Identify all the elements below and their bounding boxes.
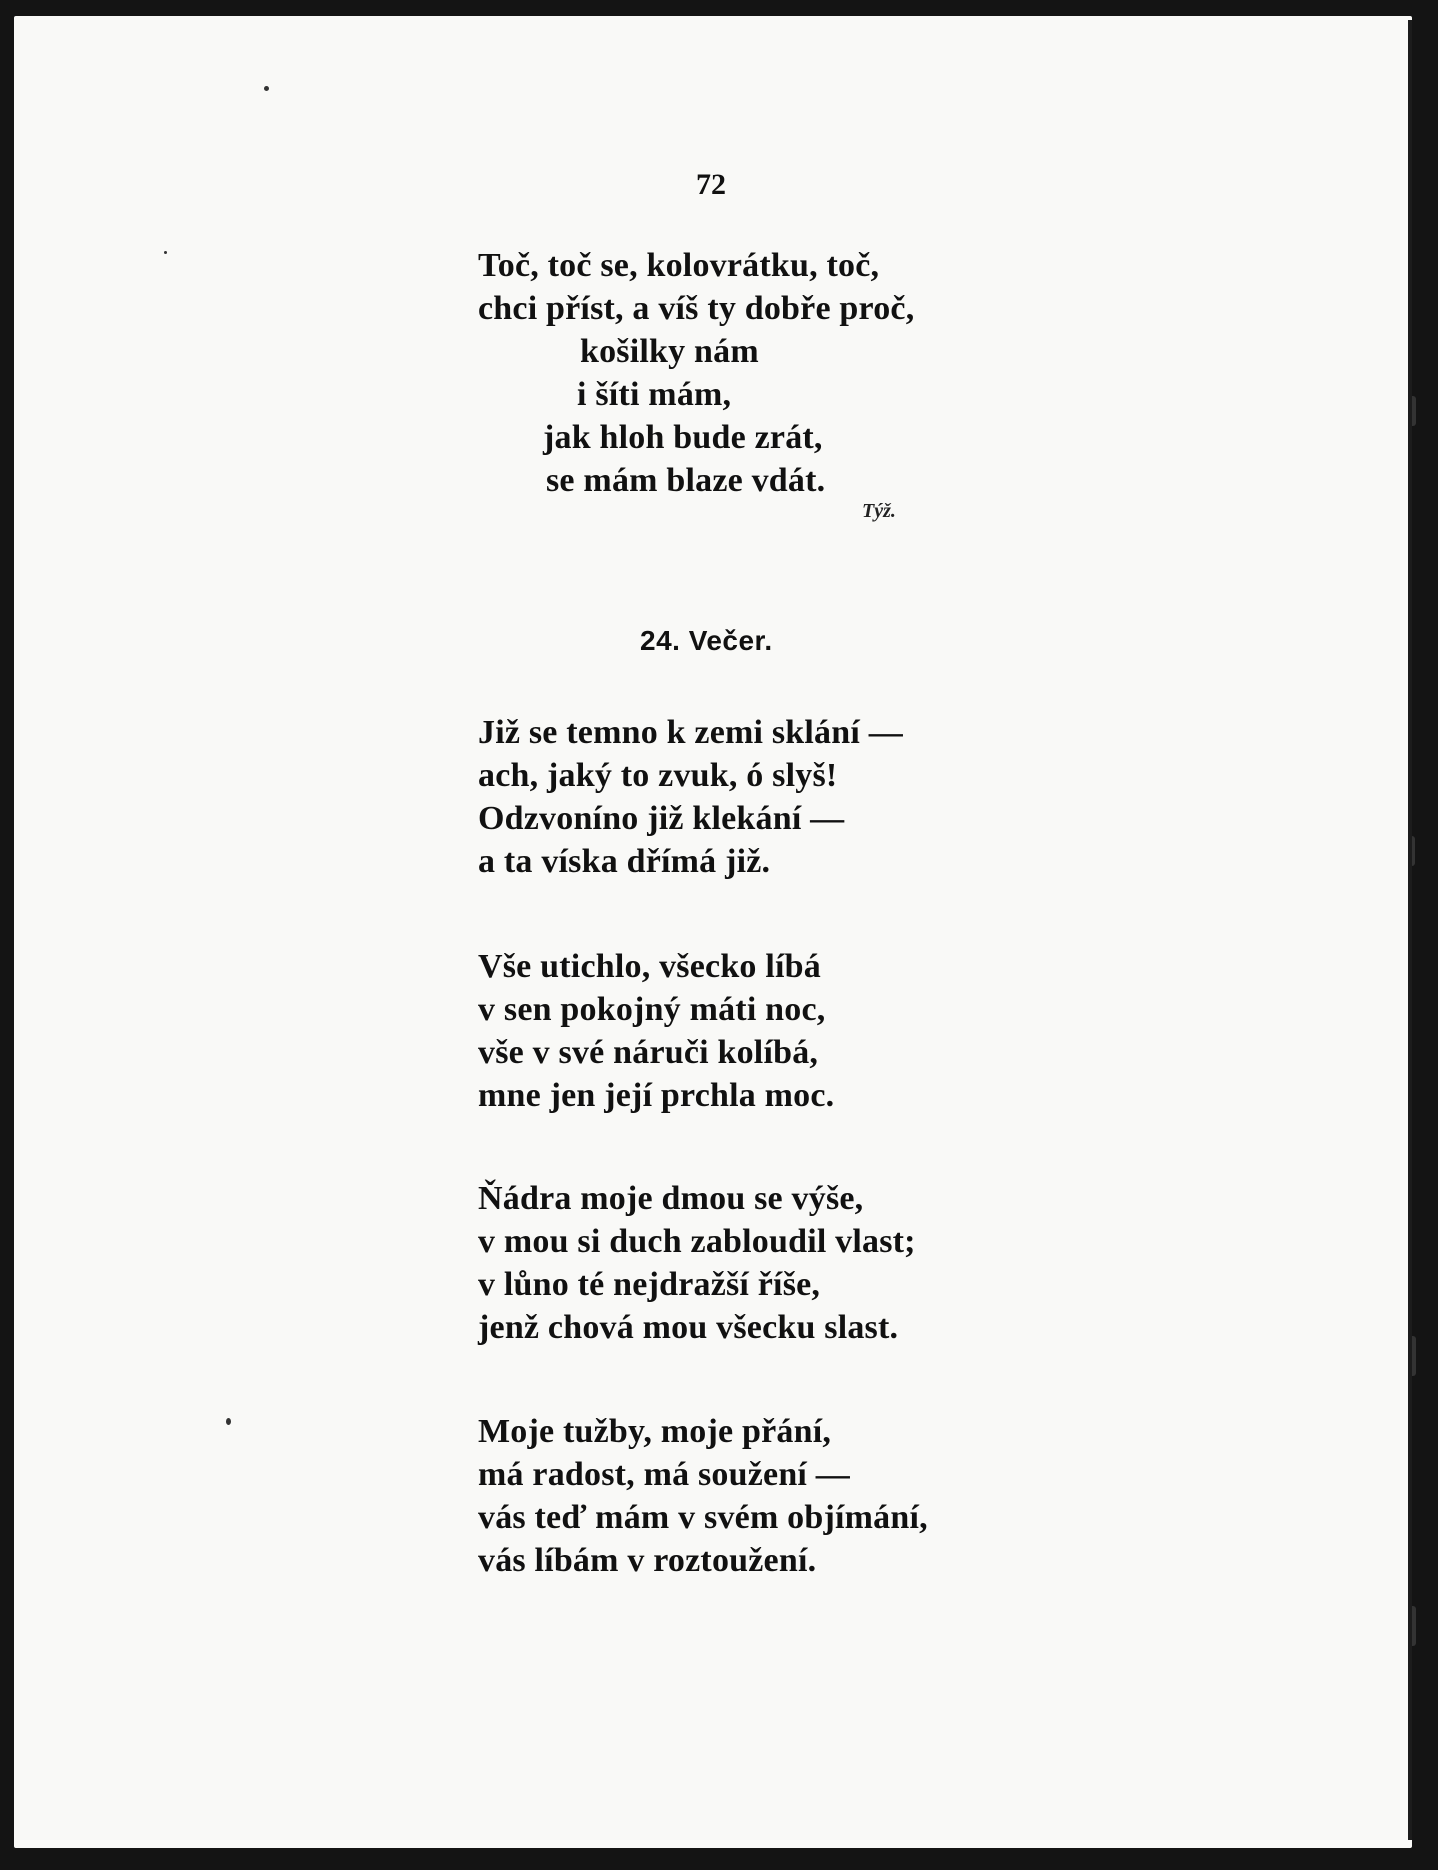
poem-line: košilky nám xyxy=(580,333,759,370)
poem-line: a ta víska dřímá již. xyxy=(478,843,771,880)
poem-line: v mou si duch zabloudil vlast; xyxy=(478,1223,916,1260)
poem-line: vás teď mám v svém objímání, xyxy=(478,1499,928,1536)
poem-line: vše v své náruči kolíbá, xyxy=(478,1034,819,1071)
poem-line: vás líbám v roztoužení. xyxy=(478,1542,817,1579)
poem-line: Moje tužby, moje přání, xyxy=(478,1413,832,1450)
poem-line: Již se temno k zemi sklání — xyxy=(478,714,903,751)
poem-line: jak hloh bude zrát, xyxy=(543,419,823,456)
poem-line: Vše utichlo, všecko líbá xyxy=(478,948,821,985)
page-number: 72 xyxy=(696,168,726,201)
poem-line: v sen pokojný máti noc, xyxy=(478,991,826,1028)
poem-line: Toč, toč se, kolovrátku, toč, xyxy=(478,247,880,284)
poem-line: chci příst, a víš ty dobře proč, xyxy=(478,290,915,327)
poem-line: se mám blaze vdát. xyxy=(546,462,826,499)
page-edge xyxy=(1408,20,1412,1840)
poem-line: má radost, má soužení — xyxy=(478,1456,850,1493)
poem-line: Ňádra moje dmou se výše, xyxy=(478,1180,864,1217)
poem-line: ach, jaký to zvuk, ó slyš! xyxy=(478,757,838,794)
ink-speck xyxy=(164,251,167,254)
ink-speck xyxy=(226,1418,231,1425)
poem-line: v lůno té nejdražší říše, xyxy=(478,1266,821,1303)
poem-line: mne jen její prchla moc. xyxy=(478,1077,835,1114)
author-attribution: Týž. xyxy=(862,500,896,522)
poem-line: Odzvoníno již klekání — xyxy=(478,800,845,837)
poem-title: 24. Večer. xyxy=(640,625,773,656)
ink-speck xyxy=(264,86,269,91)
poem-line: jenž chová mou všecku slast. xyxy=(478,1309,899,1346)
poem-line: i šíti mám, xyxy=(577,376,732,413)
